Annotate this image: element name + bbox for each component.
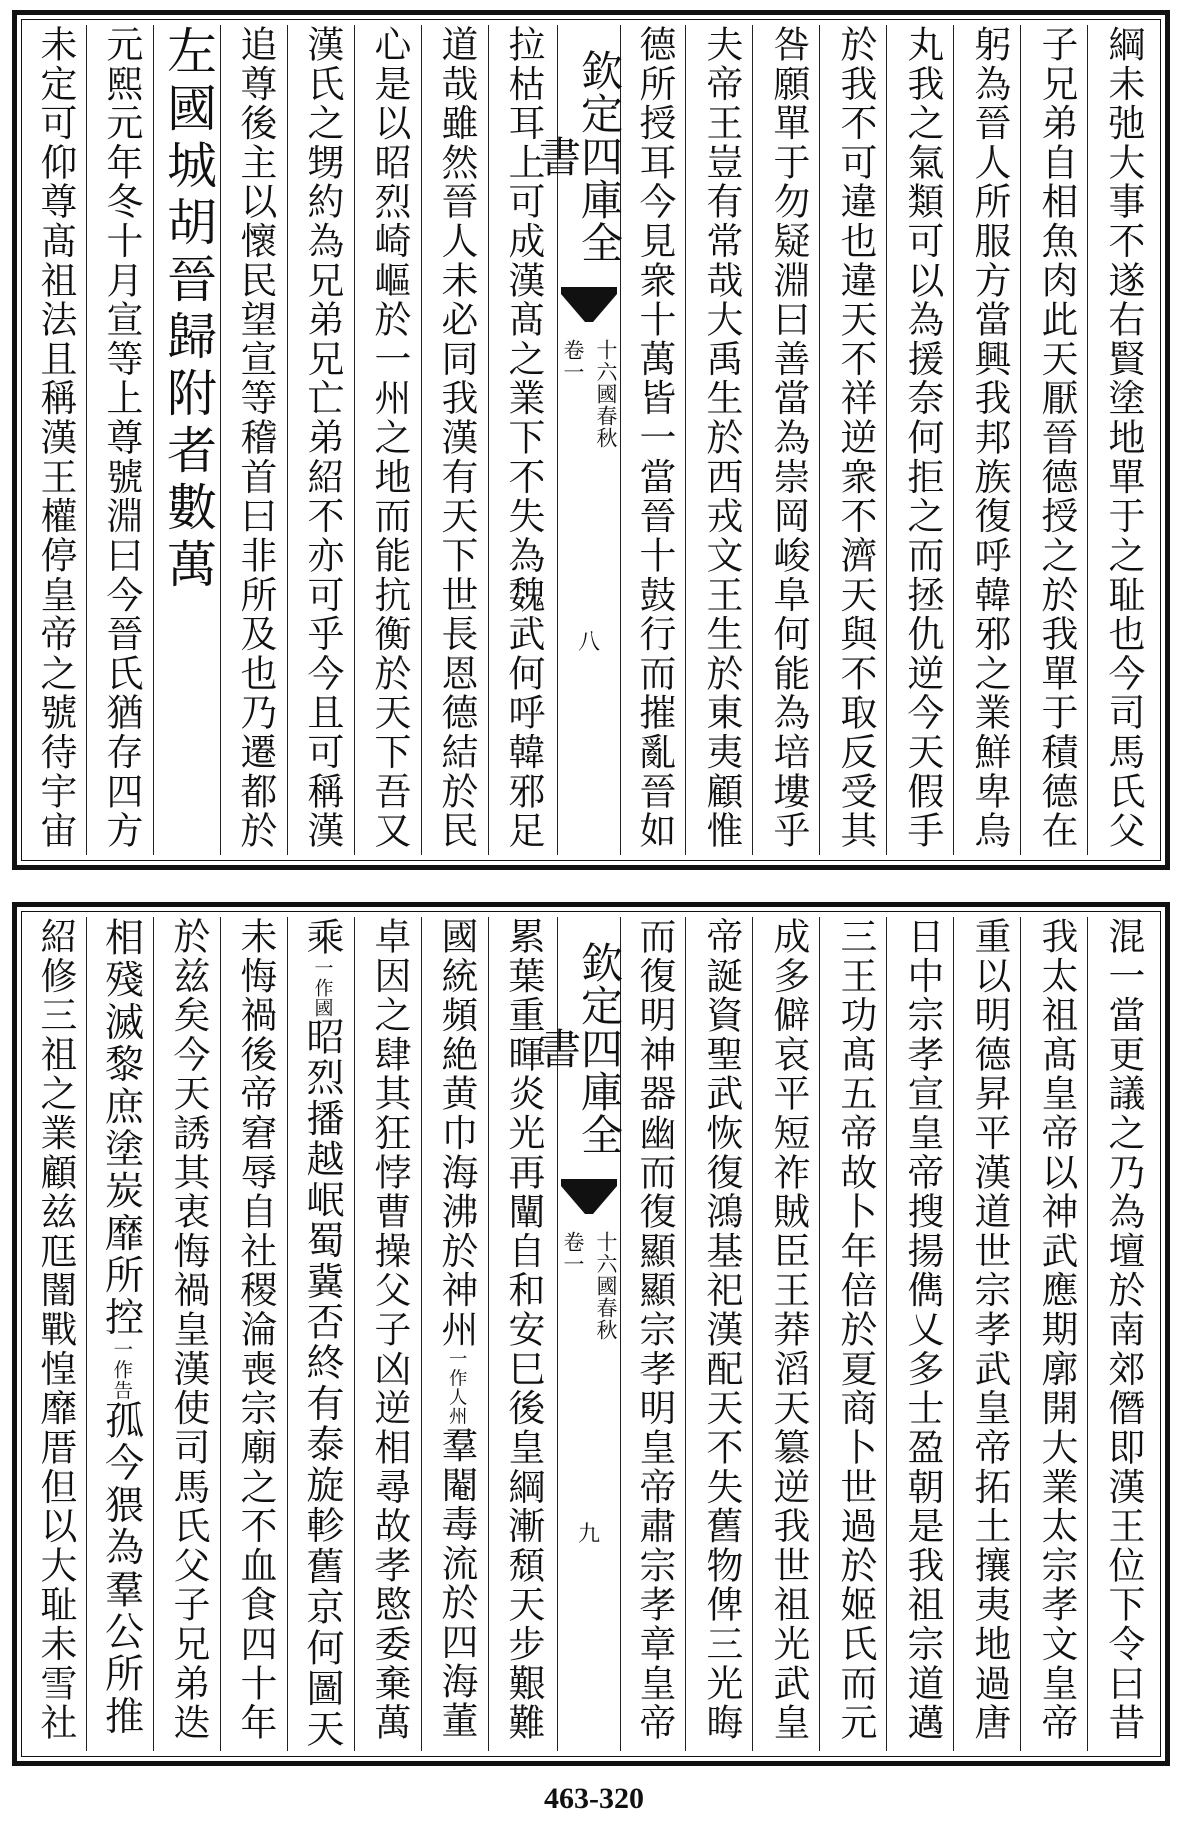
- text-column: [823, 917, 887, 1751]
- fishtail-upper: [561, 1179, 617, 1219]
- text-column: [90, 917, 152, 1751]
- text-column: [622, 917, 686, 1751]
- column-text: 未悔禍後帝窘辱自社稷淪喪宗廟之不血食四十年: [234, 917, 278, 1743]
- column-text: 丸我之氣類可以為援奈何拒之而拯仇逆今天假手: [901, 25, 945, 851]
- text-column: [890, 917, 954, 1751]
- column-rule: [354, 917, 355, 1751]
- column-rule: [153, 25, 154, 855]
- column-text-tail: 羣閹毒流於四海董: [435, 1425, 479, 1741]
- juan-label: 卷一: [561, 1231, 585, 1275]
- variant-note: 一作告: [109, 1338, 133, 1401]
- text-column: [224, 25, 286, 855]
- column-text: 乘: [300, 917, 344, 958]
- column-text: 卓因之肆其狂悖曹操父子凶逆相尋故孝愍委棄萬: [368, 917, 412, 1743]
- column-rule: [153, 917, 154, 1751]
- column-text: 帝誕資聖武恢復鴻基祀漢配天不失舊物俾三光晦: [700, 917, 744, 1743]
- text-column: [157, 25, 219, 855]
- variant-note: 一作國: [311, 957, 334, 1018]
- text-column: [689, 917, 753, 1751]
- text-column: [1091, 25, 1155, 855]
- center-fold: [533, 25, 624, 855]
- column-rule: [220, 25, 221, 855]
- column-text: 德所授耳今見衆十萬皆一當晉十鼓行而摧亂晉如: [633, 25, 677, 851]
- center-fold: [533, 917, 624, 1751]
- text-column: [1024, 25, 1088, 855]
- book-title: 欽定四庫全書: [533, 48, 624, 264]
- column-text: 咎願單于勿疑淵曰善當為崇岡峻阜何能為培塿乎: [767, 25, 811, 851]
- page-number: 463-320: [544, 1782, 644, 1815]
- page-marker: 九: [577, 1522, 600, 1547]
- text-column: [224, 917, 286, 1751]
- text-column: [291, 25, 353, 855]
- column-text: 成多僻哀平短祚賊臣王莽滔天簒逆我世祖光武皇: [767, 917, 811, 1743]
- top-page: [12, 10, 1170, 870]
- column-rule: [220, 917, 221, 1751]
- column-text: 追尊後主以懷民望宣等稽首曰非所及也乃遷都於: [234, 25, 278, 851]
- column-text: 我太祖髙皇帝以神武應期廓開大業太宗孝文皇帝: [1035, 917, 1079, 1743]
- work-title: 十六國春秋: [594, 339, 618, 449]
- text-column: [890, 25, 954, 855]
- text-column: [492, 917, 554, 1751]
- book-title: 欽定四庫全書: [533, 940, 624, 1156]
- text-column: [689, 25, 753, 855]
- column-text: 於兹矣今天誘其衷悔禍皇漢使司馬氏父子兄弟迭: [167, 917, 211, 1743]
- text-column: [823, 25, 887, 855]
- column-rule: [488, 25, 489, 855]
- work-title: 十六國春秋: [594, 1231, 618, 1341]
- text-column: [756, 917, 820, 1751]
- text-column: [90, 25, 152, 855]
- column-text: 累葉重暉炎光再闡自和安巳後皇綱漸頹天步艱難: [502, 917, 546, 1743]
- column-text: 於我不可違也違天不祥逆衆不濟天與不取反受其: [834, 25, 878, 851]
- column-text: 夫帝王豈有常哉大禹生於西戎文王生於東夷顧惟: [700, 25, 744, 851]
- column-rule: [86, 917, 87, 1751]
- column-text: 相殘滅黎庶塗炭靡所控: [98, 917, 144, 1339]
- column-text: 心是以昭烈崎嶇於一州之地而能抗衡於天下吾又: [368, 25, 412, 851]
- column-rule: [421, 25, 422, 855]
- text-column: [957, 917, 1021, 1751]
- text-column: [492, 25, 554, 855]
- column-text: 道哉雖然晉人未必同我漢有天下世長恩德結於民: [435, 25, 479, 851]
- column-rule: [287, 25, 288, 855]
- column-text: 元熙元年冬十月宣等上尊號淵曰今晉氏猶存四方: [100, 25, 144, 851]
- text-column: [425, 25, 487, 855]
- column-text-tail: 孤今猥為羣公所推: [98, 1400, 144, 1738]
- column-text: 紹修三祖之業顧兹尫闇戰惶靡厝但以大耻未雪社: [34, 917, 78, 1743]
- text-column: [1091, 917, 1155, 1751]
- column-text: 拉枯耳上可成漢髙之業下不失為魏武何呼韓邪足: [502, 25, 546, 851]
- column-text: 綱未弛大事不遂右賢塗地單于之耻也今司馬氏父: [1102, 25, 1146, 851]
- page-marker: 八: [577, 630, 600, 655]
- text-column: [157, 917, 219, 1751]
- variant-note: 一作人州: [446, 1349, 468, 1426]
- column-rule: [287, 917, 288, 1751]
- column-text: 日中宗孝宣皇帝搜揚儁乂多士盈朝是我祖宗道邁: [901, 917, 945, 1743]
- fishtail-upper: [561, 287, 617, 327]
- column-text-tail: 昭烈播越岷蜀冀否終有泰旋軫舊京何圖天: [300, 1017, 344, 1751]
- text-column: [358, 25, 420, 855]
- column-text: 而復明神器幽而復顯顯宗孝明皇帝肅宗孝章皇帝: [633, 917, 677, 1743]
- column-rule: [488, 917, 489, 1751]
- column-text: 重以明德昇平漢道世宗孝武皇帝拓土攘夷地過唐: [968, 917, 1012, 1743]
- text-column: [957, 25, 1021, 855]
- text-column: [358, 917, 420, 1751]
- column-rule: [354, 25, 355, 855]
- juan-label: 卷一: [561, 339, 585, 383]
- column-text: 未定可仰尊髙祖法且稱漢王權停皇帝之號待宇宙: [34, 25, 78, 851]
- column-text: 躬為晉人所服方當興我邦族復呼韓邪之業鮮卑烏: [968, 25, 1012, 851]
- text-column: [622, 25, 686, 855]
- text-column: [1024, 917, 1088, 1751]
- column-text: 混一當更議之乃為壇於南郊僭即漢王位下令曰昔: [1102, 917, 1146, 1743]
- column-text: 左國城胡晉歸附者數萬: [159, 25, 217, 595]
- column-text: 漢氏之甥約為兄弟兄亡弟紹不亦可乎今且可稱漢: [301, 25, 345, 851]
- column-rule: [86, 25, 87, 855]
- column-text: 子兄弟自相魚肉此天厭晉德授之於我單于積德在: [1035, 25, 1079, 851]
- text-column: [25, 25, 85, 855]
- column-text: 國統頻絶黄巾海沸於神州: [435, 917, 479, 1350]
- text-column: [756, 25, 820, 855]
- bottom-page: [12, 902, 1170, 1766]
- text-column: [291, 917, 353, 1751]
- column-rule: [421, 917, 422, 1751]
- column-text: 三王功髙五帝故卜年倍於夏商卜世過於姬氏而元: [834, 917, 878, 1743]
- text-column: [25, 917, 85, 1751]
- text-column: [425, 917, 487, 1751]
